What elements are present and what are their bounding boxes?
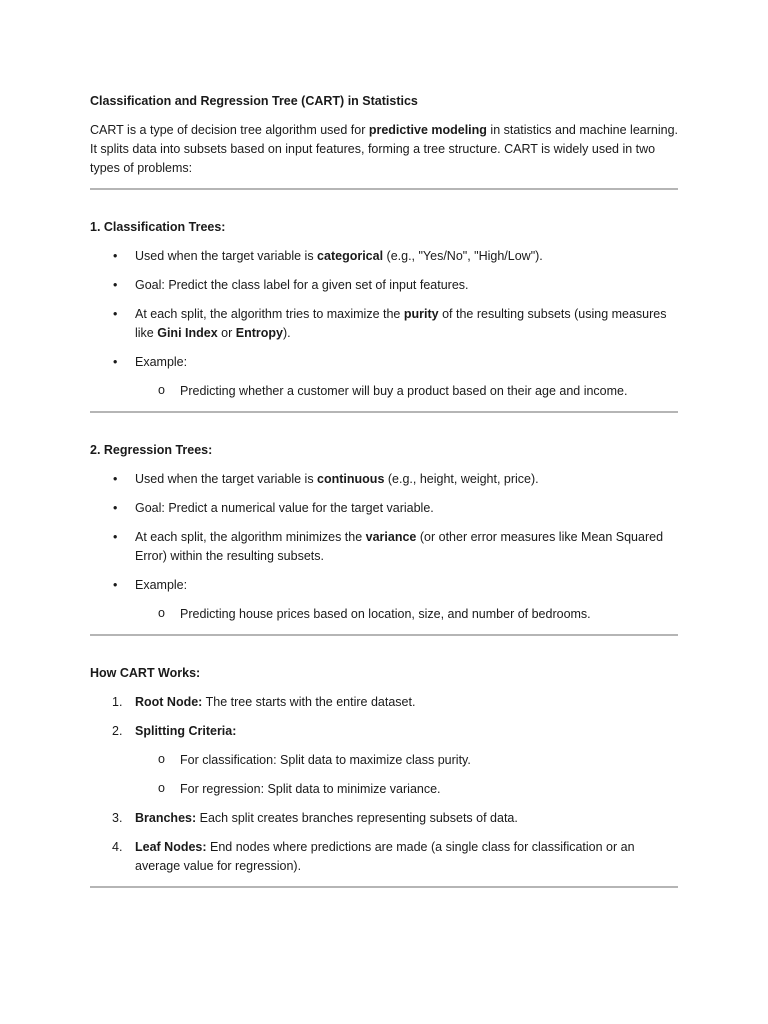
list-item bbox=[90, 470, 678, 489]
list-item bbox=[90, 353, 678, 401]
item-text: (e.g., height, weight, price). bbox=[384, 472, 539, 486]
bullet-marker: • bbox=[113, 355, 118, 369]
step-number: 4. bbox=[112, 840, 123, 854]
intro-paragraph bbox=[90, 121, 682, 178]
bold-variance: variance bbox=[365, 530, 417, 544]
bold-splitting-criteria: Splitting Criteria: bbox=[135, 724, 237, 738]
bold-branches: Branches: bbox=[135, 811, 197, 825]
item-text: At each split, the algorithm tries to maximize the bbox=[135, 307, 404, 321]
step-number: 1. bbox=[112, 695, 123, 709]
regression-heading: 2. Regression Trees: bbox=[90, 443, 213, 457]
item-text: (e.g., "Yes/No", "High/Low"). bbox=[383, 249, 543, 263]
example-text: Predicting house prices based on location, size, and number of bedrooms. bbox=[180, 607, 591, 621]
divider-3 bbox=[90, 634, 678, 636]
sub-list-item bbox=[135, 780, 678, 799]
bullet-marker: • bbox=[113, 578, 118, 592]
bullet-marker: • bbox=[113, 249, 118, 263]
item-text: Used when the target variable is bbox=[135, 472, 318, 486]
list-item bbox=[90, 528, 678, 566]
bullet-marker: • bbox=[113, 530, 118, 544]
list-item bbox=[90, 276, 678, 295]
sub-bullet-marker: o bbox=[158, 606, 165, 620]
how-cart-works-list bbox=[90, 693, 678, 876]
item-text: The tree starts with the entire dataset. bbox=[202, 695, 416, 709]
item-text: (or other error measures like Mean Squared Error) within the resulting subsets. bbox=[135, 530, 664, 563]
item-text: Used when the target variable is bbox=[135, 249, 318, 263]
list-item bbox=[90, 499, 678, 518]
bold-purity: purity bbox=[403, 307, 439, 321]
bullet-marker: • bbox=[113, 472, 118, 486]
bold-entropy: Entropy bbox=[235, 326, 283, 340]
sub-bullet-marker: o bbox=[158, 383, 165, 397]
bold-root-node: Root Node: bbox=[135, 695, 203, 709]
item-text: End nodes where predictions are made (a single class for classification or an average value for regression). bbox=[135, 840, 635, 873]
bullet-marker: • bbox=[113, 307, 118, 321]
bold-continuous: continuous bbox=[317, 472, 385, 486]
item-text: of the resulting subsets (using measures like bbox=[135, 307, 667, 340]
intro-text-1: CART is a type of decision tree algorithm used for bbox=[90, 123, 369, 137]
classification-list bbox=[90, 247, 678, 401]
step-number: 2. bbox=[112, 724, 123, 738]
item-text: ). bbox=[282, 326, 291, 340]
list-item bbox=[90, 838, 678, 876]
example-text: Predicting whether a customer will buy a product based on their age and income. bbox=[180, 384, 628, 398]
divider-2 bbox=[90, 411, 678, 413]
classification-example-list bbox=[135, 382, 678, 401]
item-text: For regression: Split data to minimize variance. bbox=[180, 782, 441, 796]
item-text: At each split, the algorithm minimizes the bbox=[135, 530, 366, 544]
document-title: Classification and Regression Tree (CART) in Statistics bbox=[90, 94, 418, 108]
list-item bbox=[90, 305, 678, 343]
intro-bold-predictive-modeling: predictive modeling bbox=[368, 123, 487, 137]
divider-4 bbox=[90, 886, 678, 888]
sub-list-item bbox=[135, 751, 678, 770]
item-text: Each split creates branches representing subsets of data. bbox=[196, 811, 518, 825]
list-item bbox=[90, 693, 678, 712]
bold-categorical: categorical bbox=[317, 249, 384, 263]
item-text: Goal: Predict a numerical value for the target variable. bbox=[135, 501, 434, 515]
how-cart-works-heading: How CART Works: bbox=[90, 666, 201, 680]
list-item bbox=[90, 722, 678, 799]
item-text: Goal: Predict the class label for a given set of input features. bbox=[135, 278, 469, 292]
item-text: For classification: Split data to maximize class purity. bbox=[180, 753, 471, 767]
divider-1 bbox=[90, 188, 678, 190]
intro-text-2: in statistics and machine learning. It splits data into subsets based on input features, forming a tree structure. CART is widely used in two types of problems: bbox=[90, 123, 679, 175]
sub-bullet-marker: o bbox=[158, 781, 165, 795]
item-text: or bbox=[217, 326, 236, 340]
bullet-marker: • bbox=[113, 278, 118, 292]
classification-heading: 1. Classification Trees: bbox=[90, 220, 226, 234]
bold-gini-index: Gini Index bbox=[157, 326, 218, 340]
step-number: 3. bbox=[112, 811, 123, 825]
item-text: Example: bbox=[135, 578, 188, 592]
sub-list-item bbox=[135, 382, 678, 401]
bold-leaf-nodes: Leaf Nodes: bbox=[135, 840, 207, 854]
regression-list bbox=[90, 470, 678, 624]
list-item bbox=[90, 809, 678, 828]
list-item bbox=[90, 576, 678, 624]
sub-list-item bbox=[135, 605, 678, 624]
sub-bullet-marker: o bbox=[158, 752, 165, 766]
splitting-criteria-list bbox=[135, 751, 678, 799]
bullet-marker: • bbox=[113, 501, 118, 515]
item-text: Example: bbox=[135, 355, 188, 369]
regression-example-list bbox=[135, 605, 678, 624]
list-item bbox=[90, 247, 678, 266]
